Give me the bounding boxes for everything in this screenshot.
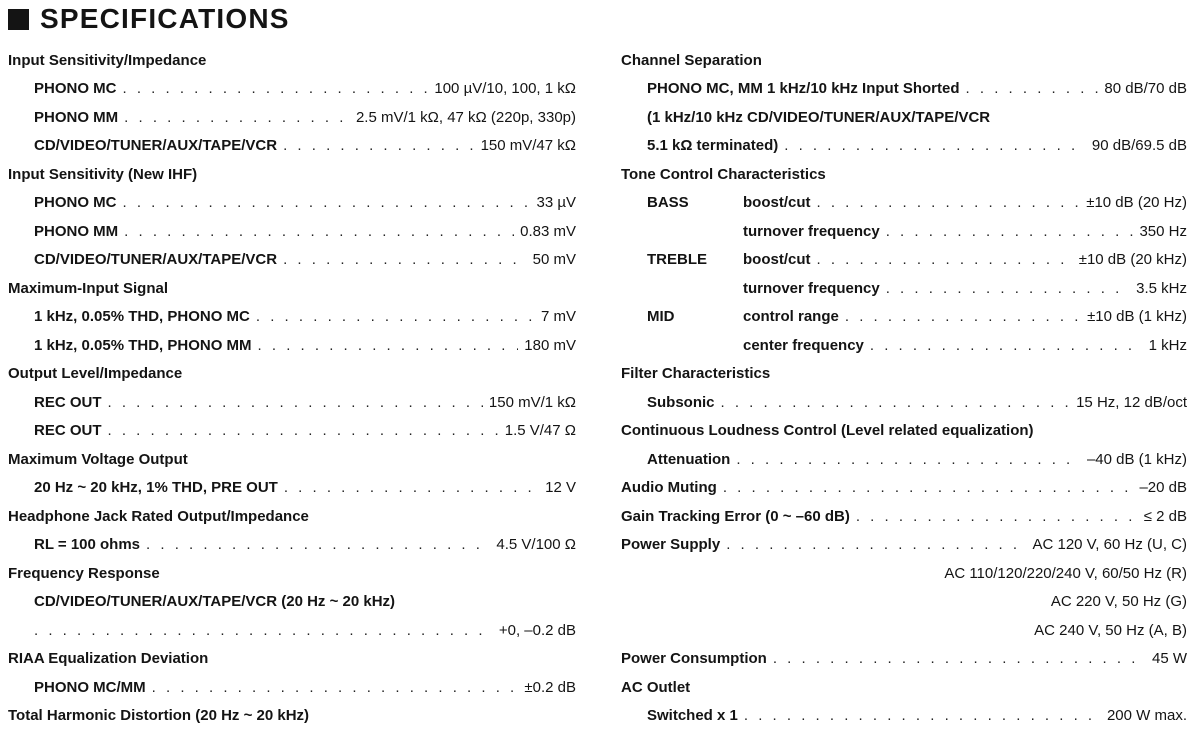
spec-label: PHONO MC — [34, 194, 117, 211]
spec-row — [8, 531, 576, 560]
heading-text: RIAA Equalization Deviation — [8, 650, 208, 667]
dot-leader — [736, 451, 1081, 468]
right-spec-column — [621, 46, 1187, 730]
spec-label: 1 kHz, 0.05% THD, PHONO MC — [34, 308, 250, 325]
spec-label: center frequency — [743, 337, 864, 354]
spec-row — [621, 132, 1187, 161]
dot-leader — [108, 422, 499, 439]
spec-row — [621, 502, 1187, 531]
page-title — [8, 2, 290, 36]
spec-value: 150 mV/47 kΩ — [481, 137, 576, 154]
spec-row — [8, 217, 576, 246]
spec-value: 200 W max. — [1107, 707, 1187, 724]
spec-heading — [8, 645, 576, 674]
dot-leader — [726, 536, 1026, 553]
spec-value: 15 Hz, 12 dB/oct — [1076, 394, 1187, 411]
spec-value: 350 Hz — [1139, 223, 1187, 240]
spec-heading — [621, 46, 1187, 75]
spec-row — [621, 246, 1187, 275]
spec-label: 1 kHz, 0.05% THD, PHONO MM — [34, 337, 252, 354]
spec-value: 1 kHz — [1149, 337, 1187, 354]
spec-row — [621, 445, 1187, 474]
spec-value: ≤ 2 dB — [1144, 508, 1187, 525]
spec-value: 45 W — [1152, 650, 1187, 667]
spec-heading — [8, 274, 576, 303]
spec-value: AC 110/120/220/240 V, 60/50 Hz (R) — [944, 565, 1187, 582]
dot-leader — [773, 650, 1146, 667]
spec-label: Audio Muting — [621, 479, 717, 496]
spec-row — [8, 246, 576, 275]
spec-value: 150 mV/1 kΩ — [489, 394, 576, 411]
spec-label: CD/VIDEO/TUNER/AUX/TAPE/VCR (20 Hz ~ 20 kHz) — [34, 593, 395, 610]
spec-heading — [8, 360, 576, 389]
tone-group-label: BASS — [647, 194, 743, 211]
spec-row — [621, 531, 1187, 560]
spec-value: ±10 dB (20 Hz) — [1086, 194, 1187, 211]
spec-row — [621, 645, 1187, 674]
spec-row — [8, 417, 576, 446]
heading-text: AC Outlet — [621, 679, 690, 696]
spec-row — [621, 274, 1187, 303]
spec-value: 90 dB/69.5 dB — [1092, 137, 1187, 154]
spec-label: Attenuation — [647, 451, 730, 468]
spec-value: 33 µV — [537, 194, 577, 211]
dot-leader — [146, 536, 490, 553]
spec-label: RL = 100 ohms — [34, 536, 140, 553]
heading-text: Input Sensitivity/Impedance — [8, 52, 206, 69]
spec-row — [621, 217, 1187, 246]
spec-row — [8, 303, 576, 332]
dot-leader — [966, 80, 1099, 97]
dot-leader — [817, 251, 1073, 268]
spec-value: –40 dB (1 kHz) — [1087, 451, 1187, 468]
spec-label: Power Supply — [621, 536, 720, 553]
spec-label: REC OUT — [34, 422, 102, 439]
dot-leader — [856, 508, 1138, 525]
dot-leader — [284, 479, 539, 496]
heading-text: Channel Separation — [621, 52, 762, 69]
tone-group-label: TREBLE — [647, 251, 743, 268]
spec-value: 1.5 V/47 Ω — [505, 422, 576, 439]
heading-text: Input Sensitivity (New IHF) — [8, 166, 197, 183]
heading-text: Tone Control Characteristics — [621, 166, 826, 183]
spec-value: 100 µV/10, 100, 1 kΩ — [434, 80, 576, 97]
spec-value: 80 dB/70 dB — [1104, 80, 1187, 97]
spec-value: 4.5 V/100 Ω — [496, 536, 576, 553]
heading-text: Frequency Response — [8, 565, 160, 582]
spec-label: Switched x 1 — [647, 707, 738, 724]
dot-leader — [123, 80, 429, 97]
dot-leader — [124, 109, 350, 126]
spec-row — [621, 103, 1187, 132]
spec-value: AC 240 V, 50 Hz (A, B) — [1034, 622, 1187, 639]
spec-row — [621, 474, 1187, 503]
spec-value: +0, –0.2 dB — [499, 622, 576, 639]
spec-heading — [621, 673, 1187, 702]
spec-heading — [8, 559, 576, 588]
heading-text: Continuous Loudness Control (Level related equalization) — [621, 422, 1034, 439]
spec-label: turnover frequency — [743, 223, 880, 240]
spec-heading — [8, 46, 576, 75]
spec-row — [8, 616, 576, 645]
spec-value: –20 dB — [1139, 479, 1187, 496]
spec-row — [621, 702, 1187, 730]
spec-label: boost/cut — [743, 251, 811, 268]
spec-label: PHONO MM — [34, 223, 118, 240]
spec-heading — [8, 702, 576, 730]
dot-leader — [283, 251, 527, 268]
spec-label: turnover frequency — [743, 280, 880, 297]
dot-leader — [870, 337, 1143, 354]
spec-label: control range — [743, 308, 839, 325]
dot-leader — [845, 308, 1081, 325]
spec-heading — [8, 160, 576, 189]
spec-heading — [621, 160, 1187, 189]
dot-leader — [256, 308, 535, 325]
spec-label: PHONO MC/MM — [34, 679, 146, 696]
heading-text: Headphone Jack Rated Output/Impedance — [8, 508, 309, 525]
spec-label: PHONO MC — [34, 80, 117, 97]
heading-text: Total Harmonic Distortion (20 Hz ~ 20 kHz) — [8, 707, 309, 724]
spec-row — [8, 132, 576, 161]
dot-leader — [721, 394, 1071, 411]
spec-value: ±10 dB (1 kHz) — [1087, 308, 1187, 325]
spec-row — [8, 103, 576, 132]
dot-leader — [124, 223, 514, 240]
spec-row — [8, 75, 576, 104]
heading-text: Maximum-Input Signal — [8, 280, 168, 297]
spec-value: AC 220 V, 50 Hz (G) — [1051, 593, 1187, 610]
spec-value: 3.5 kHz — [1136, 280, 1187, 297]
title-text: SPECIFICATIONS — [40, 2, 290, 36]
spec-row — [621, 331, 1187, 360]
spec-value: AC 120 V, 60 Hz (U, C) — [1032, 536, 1187, 553]
spec-label: 5.1 kΩ terminated) — [647, 137, 778, 154]
dot-leader — [34, 622, 493, 639]
spec-row — [621, 559, 1187, 588]
spec-row — [621, 616, 1187, 645]
spec-label: Gain Tracking Error (0 ~ –60 dB) — [621, 508, 850, 525]
spec-heading — [621, 360, 1187, 389]
spec-row — [8, 189, 576, 218]
dot-leader — [784, 137, 1086, 154]
spec-row — [621, 303, 1187, 332]
dot-leader — [744, 707, 1101, 724]
spec-value: ±10 dB (20 kHz) — [1079, 251, 1187, 268]
spec-label: boost/cut — [743, 194, 811, 211]
spec-row — [621, 189, 1187, 218]
heading-text: Filter Characteristics — [621, 365, 770, 382]
spec-value: 12 V — [545, 479, 576, 496]
spec-heading — [8, 445, 576, 474]
spec-row — [621, 75, 1187, 104]
spec-value: 50 mV — [533, 251, 576, 268]
dot-leader — [152, 679, 519, 696]
title-square-icon — [8, 9, 29, 30]
left-spec-column — [8, 46, 576, 730]
spec-row — [8, 331, 576, 360]
dot-leader — [723, 479, 1134, 496]
spec-value: 180 mV — [524, 337, 576, 354]
spec-row — [8, 588, 576, 617]
spec-row — [8, 388, 576, 417]
spec-label: 20 Hz ~ 20 kHz, 1% THD, PRE OUT — [34, 479, 278, 496]
spec-label: PHONO MC, MM 1 kHz/10 kHz Input Shorted — [647, 80, 960, 97]
tone-group-label: MID — [647, 308, 743, 325]
dot-leader — [886, 280, 1130, 297]
dot-leader — [886, 223, 1134, 240]
spec-heading — [8, 502, 576, 531]
spec-row — [8, 474, 576, 503]
dot-leader — [283, 137, 474, 154]
spec-label: Power Consumption — [621, 650, 767, 667]
spec-value: 2.5 mV/1 kΩ, 47 kΩ (220p, 330p) — [356, 109, 576, 126]
spec-label: PHONO MM — [34, 109, 118, 126]
spec-row — [621, 388, 1187, 417]
spec-value: 7 mV — [541, 308, 576, 325]
dot-leader — [258, 337, 519, 354]
heading-text: Output Level/Impedance — [8, 365, 182, 382]
spec-label: CD/VIDEO/TUNER/AUX/TAPE/VCR — [34, 251, 277, 268]
spec-label: REC OUT — [34, 394, 102, 411]
spec-label: Subsonic — [647, 394, 715, 411]
spec-label: (1 kHz/10 kHz CD/VIDEO/TUNER/AUX/TAPE/VCR — [647, 109, 990, 126]
spec-row — [8, 673, 576, 702]
dot-leader — [817, 194, 1081, 211]
spec-heading — [621, 417, 1187, 446]
dot-leader — [123, 194, 531, 211]
heading-text: Maximum Voltage Output — [8, 451, 188, 468]
spec-label: CD/VIDEO/TUNER/AUX/TAPE/VCR — [34, 137, 277, 154]
dot-leader — [108, 394, 483, 411]
spec-value: ±0.2 dB — [524, 679, 576, 696]
spec-row — [621, 588, 1187, 617]
spec-value: 0.83 mV — [520, 223, 576, 240]
